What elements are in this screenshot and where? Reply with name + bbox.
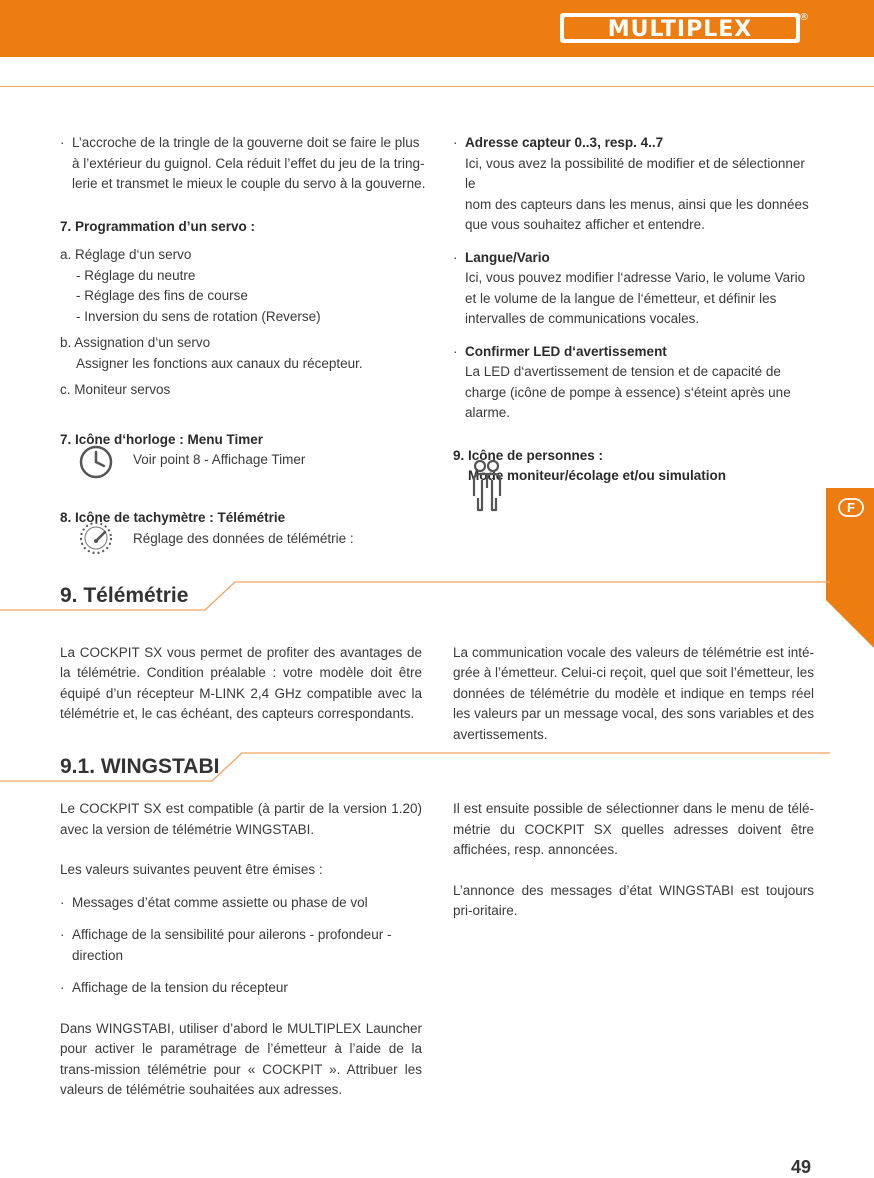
item-a-sub-2: - Réglage des fins de course [76, 288, 248, 303]
bullet-confirm-led: · Confirmer LED d‘avertissement La LED d‘avertissement de tension et de capacité de charge (icône de pompe à essence) s‘éteint après une alarme. [453, 342, 818, 424]
wingstabi-p3: Dans WINGSTABI, utiliser d’abord le MULTIPLEX Launcher pour activer le paramétrage de l’émetteur à l’aide de la trans-mission télémétrie pour « COCKPIT ». Attribuer les valeurs de télémétrie souhaitées aux adresses. [60, 1020, 422, 1097]
language-vario-title: Langue/Vario [465, 249, 550, 265]
language-vario-line-2: et le volume de la langue de l‘émetteur, et définir les [465, 290, 777, 306]
item-a-sub-1: - Réglage du neutre [76, 267, 196, 283]
tacho-title: 8. Icône de tachymètre : Télémétrie [60, 509, 286, 525]
left-column-top [60, 133, 428, 401]
intro-line-1: L’accroche de la tringle de la gouverne doit se faire le plus [72, 135, 420, 150]
section-91-rule [0, 752, 830, 784]
wingstabi-bullet-2: · Affichage de la sensibilité pour ailerons - profondeur - direction [60, 925, 402, 966]
confirm-led-line-1: La LED d‘avertissement de tension et de capacité de [465, 364, 781, 379]
sensor-address-line-3: que vous souhaitez afficher et entendre. [465, 217, 705, 232]
intro-bullet: · L’accroche de la tringle de la gouverne doit se faire le plus à l’extérieur du guignol. Cela réduit l’effet du jeu de la tring- lerie et transmet le mieux le couple du servo à la gouverne. [60, 133, 428, 195]
bullet-language-vario: · Langue/Vario Ici, vous pouvez modifier l‘adresse Vario, le volume Vario et le volume de la langue de l‘émetteur, et définir les intervalles de communications vocales. [453, 248, 818, 330]
tacho-text: Réglage des données de télémétrie : [133, 530, 354, 546]
registered-mark: ® [799, 12, 809, 23]
wingstabi-bullet-2-text: Affichage de la sensibilité pour ailerons - profondeur - direction [72, 927, 392, 963]
multiplex-logo [556, 5, 809, 45]
bullet-sensor-address: · Adresse capteur 0..3, resp. 4..7 Ici, vous avez la possibilité de modifier et de sélectionner le nom des capteurs dans les menus, ainsi que les données que vous souhaitez afficher et entendre. [453, 133, 818, 236]
tachometer-icon [76, 517, 116, 557]
side-tab-f [826, 488, 874, 648]
clock-icon [76, 440, 116, 480]
intro-line-3: lerie et transmet le mieux le couple du servo à la gouverne. [72, 176, 426, 191]
item-c: c. Moniteur servos [60, 382, 171, 397]
right-column-top [453, 133, 818, 487]
sensor-address-title: Adresse capteur 0..3, resp. 4..7 [465, 135, 664, 150]
sensor-address-line-2: nom des capteurs dans les menus, ainsi que les données [465, 196, 809, 212]
wingstabi-p2: Les valeurs suivantes peuvent être émises : [60, 862, 323, 877]
wingstabi-bullet-1-text: Messages d’état comme assiette ou phase de vol [72, 894, 368, 910]
wingstabi-bullet-3: · Affichage de la tension du récepteur [60, 978, 422, 999]
persons-subtitle: Mode moniteur/écolage et/ou simulation [468, 468, 727, 483]
item-a-sub-3: - Inversion du sens de rotation (Reverse) [76, 308, 321, 324]
prog-title: 7. Programmation d’un servo : [60, 218, 256, 234]
wingstabi-bullet-1: · Messages d’état comme assiette ou phase de vol [60, 893, 422, 914]
section-9-left-text: La COCKPIT SX vous permet de profiter des avantages de la télémétrie. Condition préalable : votre modèle doit être équipé d’un récepteur M-LINK 2,4 GHz compatible avec la télémétrie et, le cas échéant, des capteurs correspondants. [60, 644, 422, 721]
persons-title: 9. Icône de personnes : [453, 447, 604, 463]
persons-icon [470, 458, 504, 512]
section-9-heading: 9. Télémétrie [60, 584, 189, 607]
header-rule [0, 86, 874, 87]
language-vario-line-1: Ici, vous pouvez modifier l‘adresse Vario, le volume Vario [465, 270, 806, 285]
wingstabi-right-p1: Il est ensuite possible de sélectionner dans le menu de télé-métrie du COCKPIT SX quelles adresses doivent être affichées, resp. annoncées. [453, 801, 814, 857]
item-b-sub: Assigner les fonctions aux canaux du récepteur. [76, 355, 363, 371]
section-9-rule [0, 580, 830, 612]
wingstabi-bullet-3-text: Affichage de la tension du récepteur [72, 980, 288, 995]
section-91-right-column [453, 799, 814, 922]
confirm-led-title: Confirmer LED d‘avertissement [465, 343, 667, 359]
language-vario-line-3: intervalles de communications vocales. [465, 311, 700, 326]
wingstabi-p1: Le COCKPIT SX est compatible (à partir de la version 1.20) avec la version de télémétrie WINGSTABI. [60, 801, 422, 837]
item-b: b. Assignation d‘un servo [60, 335, 211, 350]
sensor-address-line-1: Ici, vous avez la possibilité de modifier et de sélectionner le [465, 155, 805, 191]
confirm-led-line-2: charge (icône de pompe à essence) s‘éteint après une [465, 384, 791, 400]
wingstabi-right-p2: L’annonce des messages d’état WINGSTABI est toujours pri-oritaire. [453, 882, 814, 918]
page-number: 49 [791, 1157, 812, 1177]
section-91-left-column [60, 799, 422, 1101]
side-tab-letter: F [847, 500, 855, 515]
clock-text: Voir point 8 - Affichage Timer [133, 451, 306, 467]
intro-line-2: à l’extérieur du guignol. Cela réduit l’effet du jeu de la tring- [72, 155, 425, 171]
confirm-led-line-3: alarme. [465, 405, 511, 420]
section-9-right-text: La communication vocale des valeurs de télémétrie est inté-grée à l’émetteur. Celui-ci reçoit, quel que soit l’émetteur, les données de télémétrie du modèle et indique en temps réel les valeurs par un message vocal, des sons variables et des avertissements. [453, 644, 814, 742]
clock-title: 7. Icône d‘horloge : Menu Timer [60, 431, 264, 447]
item-a: a. Réglage d‘un servo [60, 247, 192, 262]
brand-name: MULTIPLEX [607, 17, 753, 42]
section-91-heading: 9.1. WINGSTABI [60, 755, 220, 778]
